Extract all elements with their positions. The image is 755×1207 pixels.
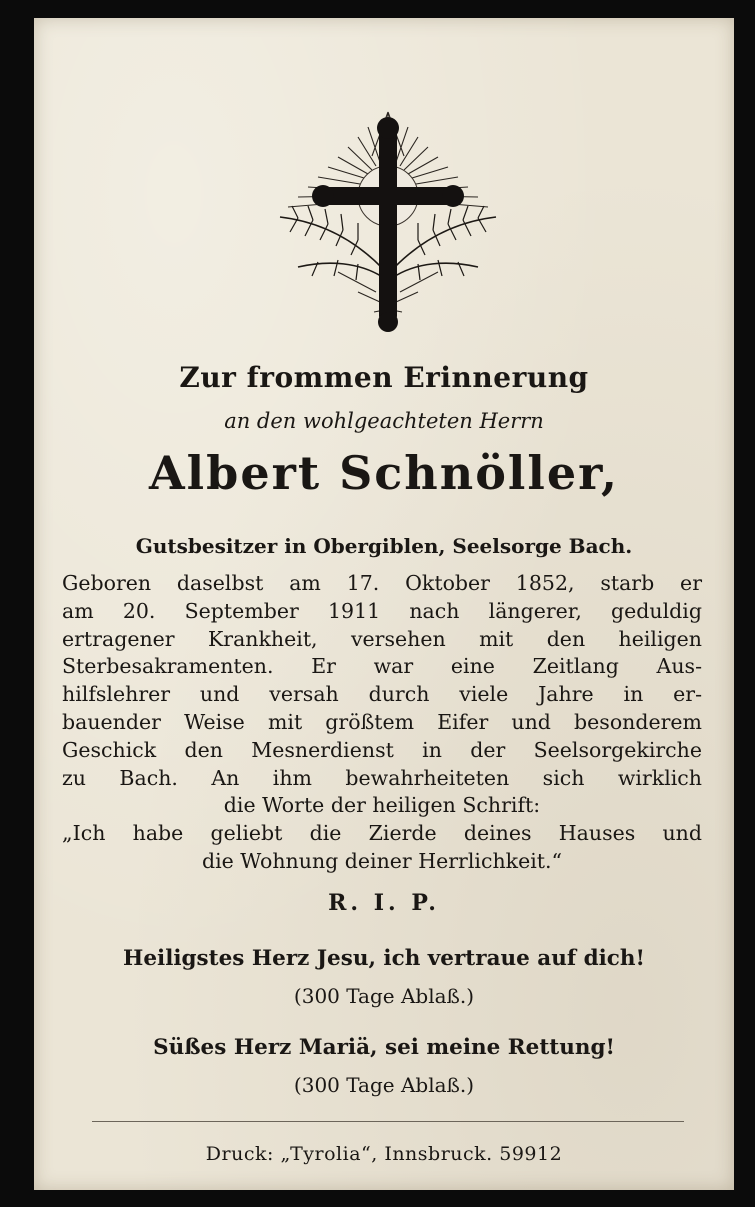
biography-line: Geboren daselbst am 17. Oktober 1852, starb er: [62, 571, 702, 595]
memorial-card: [34, 18, 734, 1190]
card-title: Zur frommen Erinnerung: [179, 361, 589, 394]
biography-line: zu Bach. An ihm bewahrheiteten sich wirklich: [62, 765, 702, 790]
prayer-heart-of-mary: Süßes Herz Mariä, sei meine Rettung!: [153, 1035, 615, 1060]
cross-with-palm-branches-icon: [268, 92, 508, 332]
scripture-quote-line: „Ich habe geliebt die Zierde deines Hauses und: [62, 821, 702, 846]
biography-line: Sterbesakramenten. Er war eine Zeitlang Aus-: [62, 654, 702, 679]
deceased-name: Albert Schnöller,: [148, 446, 619, 500]
biography-line: die Worte der heiligen Schrift:: [223, 793, 541, 818]
biography-line: hilfslehrer und versah durch viele Jahre in er-: [62, 682, 702, 707]
biography-line: ertragener Krankheit, versehen mit den heiligen: [62, 626, 702, 651]
biography-line: bauender Weise mit größtem Eifer und besonderem: [62, 709, 702, 734]
biography-text: [62, 570, 702, 876]
indulgence-note: (300 Tage Ablaß.): [293, 984, 475, 1008]
printer-imprint: Druck: „Tyrolia“, Innsbruck. 59912: [205, 1143, 563, 1165]
scripture-quote-line: die Wohnung deiner Herrlichkeit.“: [201, 848, 562, 873]
prayer-sacred-heart: Heiligstes Herz Jesu, ich vertraue auf dich!: [123, 946, 645, 971]
biography-line: Geschick den Mesnerdienst in der Seelsorgekirche: [62, 737, 702, 762]
rip-line: R. I. P.: [328, 890, 440, 916]
occupation-line: Gutsbesitzer in Obergiblen, Seelsorge Bach.: [135, 534, 633, 558]
divider: [92, 1121, 684, 1122]
dedication-line: an den wohlgeachteten Herrn: [224, 409, 544, 433]
indulgence-note: (300 Tage Ablaß.): [293, 1073, 475, 1097]
biography-line: am 20. September 1911 nach längerer, geduldig: [62, 598, 702, 623]
